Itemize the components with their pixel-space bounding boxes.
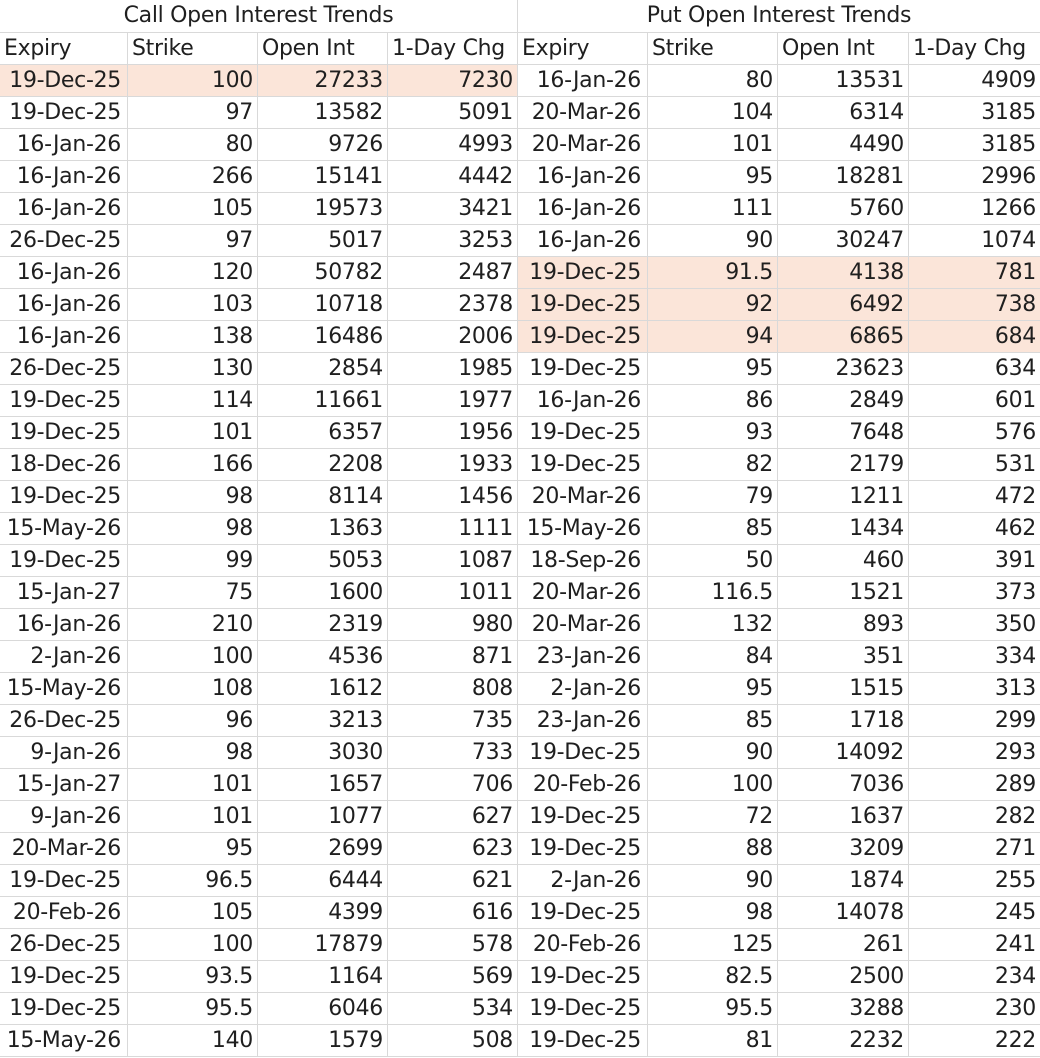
- call-open-int-cell[interactable]: 4399: [258, 897, 388, 928]
- put-open-int-cell[interactable]: 6314: [778, 97, 909, 128]
- call-expiry-cell[interactable]: 19-Dec-25: [0, 545, 128, 576]
- put-open-int-cell[interactable]: 7648: [778, 417, 909, 448]
- call-strike-cell[interactable]: 105: [128, 193, 258, 224]
- put-open-int-cell[interactable]: 351: [778, 641, 909, 672]
- call-strike-cell[interactable]: 138: [128, 321, 258, 352]
- put-open-int-cell[interactable]: 1718: [778, 705, 909, 736]
- call-expiry-cell[interactable]: 19-Dec-25: [0, 385, 128, 416]
- call-1day-chg-cell[interactable]: 733: [388, 737, 518, 768]
- header-put-expiry[interactable]: Expiry: [518, 33, 648, 64]
- put-open-int-cell[interactable]: 1211: [778, 481, 909, 512]
- call-1day-chg-cell[interactable]: 2378: [388, 289, 518, 320]
- call-open-int-cell[interactable]: 1363: [258, 513, 388, 544]
- put-1day-chg-cell[interactable]: 576: [994, 420, 1036, 445]
- header-put-strike[interactable]: Strike: [648, 33, 778, 64]
- put-strike-cell[interactable]: 81: [648, 1025, 778, 1056]
- call-1day-chg-cell[interactable]: 1011: [388, 577, 518, 608]
- put-expiry-cell[interactable]: 19-Dec-25: [518, 257, 648, 288]
- table-row: [0, 385, 1040, 417]
- put-1day-chg-cell[interactable]: 3185: [981, 100, 1036, 125]
- put-open-int-cell[interactable]: 1874: [778, 865, 909, 896]
- put-strike-cell[interactable]: 92: [648, 289, 778, 320]
- call-1day-chg-cell[interactable]: 1111: [388, 513, 518, 544]
- header-put-open-int[interactable]: Open Int: [778, 33, 909, 64]
- put-expiry-cell[interactable]: 20-Mar-26: [518, 577, 648, 608]
- call-expiry-cell[interactable]: 15-Jan-27: [0, 769, 128, 800]
- put-1day-chg-cell[interactable]: 241: [994, 932, 1036, 957]
- call-open-int-cell[interactable]: 19573: [258, 193, 388, 224]
- put-strike-cell[interactable]: 95: [648, 161, 778, 192]
- call-expiry-cell[interactable]: 18-Dec-26: [0, 449, 128, 480]
- table-body: [0, 65, 1040, 1057]
- put-open-int-cell[interactable]: 23623: [778, 353, 909, 384]
- table-row: [0, 65, 1040, 97]
- put-1day-chg-cell[interactable]: 634: [994, 356, 1036, 381]
- put-1day-chg-cell[interactable]: 350: [994, 612, 1036, 637]
- put-strike-cell[interactable]: 132: [648, 609, 778, 640]
- table-row: [0, 705, 1040, 737]
- call-open-int-cell[interactable]: 27233: [258, 65, 388, 96]
- call-open-int-cell[interactable]: 1579: [258, 1025, 388, 1056]
- call-1day-chg-cell[interactable]: 3253: [388, 225, 518, 256]
- table-row: [0, 929, 1040, 961]
- header-call-expiry[interactable]: Expiry: [0, 33, 128, 64]
- table-row: [0, 1025, 1040, 1057]
- call-open-int-cell[interactable]: 5017: [258, 225, 388, 256]
- call-strike-cell[interactable]: 114: [128, 385, 258, 416]
- put-expiry-cell[interactable]: 19-Dec-25: [518, 993, 648, 1024]
- put-1day-chg-cell[interactable]: 738: [909, 289, 1040, 320]
- put-strike-cell[interactable]: 125: [648, 929, 778, 960]
- put-open-int-cell[interactable]: 14092: [778, 737, 909, 768]
- call-1day-chg-cell[interactable]: 1985: [388, 353, 518, 384]
- put-expiry-cell[interactable]: 16-Jan-26: [518, 161, 648, 192]
- put-expiry-cell[interactable]: 19-Dec-25: [518, 321, 648, 352]
- call-strike-cell[interactable]: 140: [128, 1025, 258, 1056]
- call-strike-cell[interactable]: 100: [128, 641, 258, 672]
- call-expiry-cell[interactable]: 15-May-26: [0, 513, 128, 544]
- table-row: [0, 225, 1040, 257]
- call-expiry-cell[interactable]: 20-Feb-26: [0, 897, 128, 928]
- call-1day-chg-cell[interactable]: 980: [388, 609, 518, 640]
- put-section-title[interactable]: Put Open Interest Trends: [646, 3, 912, 28]
- put-strike-cell[interactable]: 98: [648, 897, 778, 928]
- call-expiry-cell[interactable]: 16-Jan-26: [0, 289, 128, 320]
- header-call-open-int[interactable]: Open Int: [258, 33, 388, 64]
- table-row: [0, 257, 1040, 289]
- put-1day-chg-cell[interactable]: 472: [994, 484, 1036, 509]
- header-call-strike[interactable]: Strike: [128, 33, 258, 64]
- put-expiry-cell[interactable]: 16-Jan-26: [518, 65, 648, 96]
- put-open-int-cell[interactable]: 1637: [778, 801, 909, 832]
- put-1day-chg-cell[interactable]: 2996: [981, 164, 1036, 189]
- call-strike-cell[interactable]: 96: [128, 705, 258, 736]
- put-1day-chg-cell[interactable]: 245: [994, 900, 1036, 925]
- put-strike-cell[interactable]: 80: [648, 65, 778, 96]
- call-open-int-cell[interactable]: 9726: [258, 129, 388, 160]
- put-1day-chg-cell[interactable]: 255: [994, 868, 1036, 893]
- call-strike-cell[interactable]: 95: [128, 833, 258, 864]
- table-row: [0, 97, 1040, 129]
- call-1day-chg-cell[interactable]: 5091: [388, 97, 518, 128]
- put-strike-cell[interactable]: 90: [648, 865, 778, 896]
- call-strike-cell[interactable]: 100: [128, 929, 258, 960]
- table-row: [0, 513, 1040, 545]
- call-expiry-cell[interactable]: 16-Jan-26: [0, 161, 128, 192]
- call-expiry-cell[interactable]: 16-Jan-26: [0, 129, 128, 160]
- put-strike-cell[interactable]: 90: [648, 737, 778, 768]
- call-open-int-cell[interactable]: 3030: [258, 737, 388, 768]
- call-expiry-cell[interactable]: 19-Dec-25: [0, 961, 128, 992]
- table-row: [0, 577, 1040, 609]
- put-open-int-cell[interactable]: 2179: [778, 449, 909, 480]
- put-1day-chg-cell[interactable]: 271: [994, 836, 1036, 861]
- put-strike-cell[interactable]: 85: [648, 705, 778, 736]
- call-expiry-cell[interactable]: 9-Jan-26: [0, 801, 128, 832]
- put-expiry-cell[interactable]: 23-Jan-26: [518, 641, 648, 672]
- call-open-int-cell[interactable]: 2699: [258, 833, 388, 864]
- call-1day-chg-cell[interactable]: 1087: [388, 545, 518, 576]
- put-strike-cell[interactable]: 84: [648, 641, 778, 672]
- put-expiry-cell[interactable]: 2-Jan-26: [518, 865, 648, 896]
- put-1day-chg-cell[interactable]: 1074: [981, 228, 1036, 253]
- put-1day-chg-cell[interactable]: 282: [994, 804, 1036, 829]
- put-expiry-cell[interactable]: 19-Dec-25: [518, 449, 648, 480]
- call-open-int-cell[interactable]: 1077: [258, 801, 388, 832]
- put-1day-chg-cell[interactable]: 234: [994, 964, 1036, 989]
- call-strike-cell[interactable]: 98: [128, 737, 258, 768]
- put-1day-chg-cell[interactable]: 391: [994, 548, 1036, 573]
- call-open-int-cell[interactable]: 8114: [258, 481, 388, 512]
- table-row: [0, 129, 1040, 161]
- put-open-int-cell[interactable]: 2500: [778, 961, 909, 992]
- put-open-int-cell[interactable]: 4138: [778, 257, 909, 288]
- call-open-int-cell[interactable]: 2854: [258, 353, 388, 384]
- put-1day-chg-cell[interactable]: 3185: [981, 132, 1036, 157]
- call-1day-chg-cell[interactable]: 808: [388, 673, 518, 704]
- call-open-int-cell[interactable]: 13582: [258, 97, 388, 128]
- put-open-int-cell[interactable]: 3209: [778, 833, 909, 864]
- put-expiry-cell[interactable]: 20-Feb-26: [518, 929, 648, 960]
- call-1day-chg-cell[interactable]: 1977: [388, 385, 518, 416]
- call-open-int-cell[interactable]: 2208: [258, 449, 388, 480]
- put-expiry-cell[interactable]: 20-Mar-26: [518, 609, 648, 640]
- put-expiry-cell[interactable]: 16-Jan-26: [518, 385, 648, 416]
- call-expiry-cell[interactable]: 16-Jan-26: [0, 321, 128, 352]
- table-row: [0, 417, 1040, 449]
- call-1day-chg-cell[interactable]: 623: [388, 833, 518, 864]
- put-expiry-cell[interactable]: 2-Jan-26: [518, 673, 648, 704]
- call-1day-chg-cell[interactable]: 569: [388, 961, 518, 992]
- call-section-title[interactable]: Call Open Interest Trends: [0, 0, 518, 32]
- put-1day-chg-cell[interactable]: 1266: [981, 196, 1036, 221]
- call-1day-chg-cell[interactable]: 627: [388, 801, 518, 832]
- put-strike-cell[interactable]: 94: [648, 321, 778, 352]
- call-1day-chg-cell[interactable]: 4993: [388, 129, 518, 160]
- put-open-int-cell[interactable]: 30247: [778, 225, 909, 256]
- table-row: [0, 545, 1040, 577]
- put-1day-chg-cell[interactable]: 230: [994, 996, 1036, 1021]
- put-open-int-cell[interactable]: 3288: [778, 993, 909, 1024]
- call-open-int-cell[interactable]: 15141: [258, 161, 388, 192]
- put-1day-chg-cell[interactable]: 462: [994, 516, 1036, 541]
- put-open-int-cell[interactable]: 2232: [778, 1025, 909, 1056]
- title-row: [0, 0, 1040, 33]
- call-strike-cell[interactable]: 101: [128, 417, 258, 448]
- call-1day-chg-cell[interactable]: 616: [388, 897, 518, 928]
- put-strike-cell[interactable]: 79: [648, 481, 778, 512]
- put-strike-cell[interactable]: 88: [648, 833, 778, 864]
- header-put-1day-chg[interactable]: 1-Day Chg: [913, 36, 1026, 61]
- put-expiry-cell[interactable]: 19-Dec-25: [518, 737, 648, 768]
- table-row: [0, 353, 1040, 385]
- put-open-int-cell[interactable]: 6865: [778, 321, 909, 352]
- call-1day-chg-cell[interactable]: 1956: [388, 417, 518, 448]
- call-expiry-cell[interactable]: 16-Jan-26: [0, 609, 128, 640]
- put-1day-chg-cell[interactable]: 373: [994, 580, 1036, 605]
- put-strike-cell[interactable]: 82: [648, 449, 778, 480]
- put-1day-chg-cell[interactable]: 684: [909, 321, 1040, 352]
- call-expiry-cell[interactable]: 15-Jan-27: [0, 577, 128, 608]
- call-strike-cell[interactable]: 99: [128, 545, 258, 576]
- table-row: [0, 961, 1040, 993]
- call-open-int-cell[interactable]: 3213: [258, 705, 388, 736]
- call-open-int-cell[interactable]: 6444: [258, 865, 388, 896]
- call-open-int-cell[interactable]: 1612: [258, 673, 388, 704]
- put-strike-cell[interactable]: 111: [648, 193, 778, 224]
- call-1day-chg-cell[interactable]: 621: [388, 865, 518, 896]
- header-call-1day-chg[interactable]: 1-Day Chg: [388, 33, 518, 64]
- put-1day-chg-cell[interactable]: 531: [994, 452, 1036, 477]
- call-expiry-cell[interactable]: 26-Dec-25: [0, 353, 128, 384]
- table-row: [0, 641, 1040, 673]
- call-1day-chg-cell[interactable]: 735: [388, 705, 518, 736]
- call-strike-cell[interactable]: 97: [128, 97, 258, 128]
- call-1day-chg-cell[interactable]: 4442: [388, 161, 518, 192]
- put-expiry-cell[interactable]: 20-Feb-26: [518, 769, 648, 800]
- call-strike-cell[interactable]: 166: [128, 449, 258, 480]
- call-open-int-cell[interactable]: 17879: [258, 929, 388, 960]
- table-row: [0, 673, 1040, 705]
- call-expiry-cell[interactable]: 20-Mar-26: [0, 833, 128, 864]
- put-1day-chg-cell[interactable]: 222: [994, 1028, 1036, 1053]
- put-strike-cell[interactable]: 101: [648, 129, 778, 160]
- put-strike-cell[interactable]: 93: [648, 417, 778, 448]
- put-expiry-cell[interactable]: 19-Dec-25: [518, 1025, 648, 1056]
- call-open-int-cell[interactable]: 1164: [258, 961, 388, 992]
- put-1day-chg-cell[interactable]: 299: [994, 708, 1036, 733]
- put-open-int-cell[interactable]: 1434: [778, 513, 909, 544]
- put-strike-cell[interactable]: 95: [648, 673, 778, 704]
- put-expiry-cell[interactable]: 19-Dec-25: [518, 961, 648, 992]
- put-1day-chg-cell[interactable]: 313: [994, 676, 1036, 701]
- call-expiry-cell[interactable]: 19-Dec-25: [0, 417, 128, 448]
- put-expiry-cell[interactable]: 19-Dec-25: [518, 897, 648, 928]
- table-row: [0, 449, 1040, 481]
- put-1day-chg-cell[interactable]: 293: [994, 740, 1036, 765]
- call-open-int-cell[interactable]: 10718: [258, 289, 388, 320]
- call-open-int-cell[interactable]: 50782: [258, 257, 388, 288]
- table-row: [0, 737, 1040, 769]
- put-strike-cell[interactable]: 85: [648, 513, 778, 544]
- call-open-int-cell[interactable]: 4536: [258, 641, 388, 672]
- call-strike-cell[interactable]: 130: [128, 353, 258, 384]
- call-expiry-cell[interactable]: 19-Dec-25: [0, 97, 128, 128]
- call-expiry-cell[interactable]: 2-Jan-26: [0, 641, 128, 672]
- call-1day-chg-cell[interactable]: 2487: [388, 257, 518, 288]
- call-1day-chg-cell[interactable]: 508: [388, 1025, 518, 1056]
- header-row: [0, 33, 1040, 65]
- put-open-int-cell[interactable]: 4490: [778, 129, 909, 160]
- call-strike-cell[interactable]: 98: [128, 481, 258, 512]
- call-open-int-cell[interactable]: 5053: [258, 545, 388, 576]
- table-row: [0, 321, 1040, 353]
- call-open-int-cell[interactable]: 1657: [258, 769, 388, 800]
- put-open-int-cell[interactable]: 6492: [778, 289, 909, 320]
- put-expiry-cell[interactable]: 19-Dec-25: [518, 417, 648, 448]
- put-strike-cell[interactable]: 72: [648, 801, 778, 832]
- call-open-int-cell[interactable]: 11661: [258, 385, 388, 416]
- call-strike-cell[interactable]: 105: [128, 897, 258, 928]
- call-expiry-cell[interactable]: 19-Dec-25: [0, 481, 128, 512]
- table-row: [0, 993, 1040, 1025]
- put-expiry-cell[interactable]: 20-Mar-26: [518, 481, 648, 512]
- call-expiry-cell[interactable]: 15-May-26: [0, 1025, 128, 1056]
- call-1day-chg-cell[interactable]: 534: [388, 993, 518, 1024]
- call-open-int-cell[interactable]: 1600: [258, 577, 388, 608]
- call-strike-cell[interactable]: 100: [128, 65, 258, 96]
- put-open-int-cell[interactable]: 18281: [778, 161, 909, 192]
- table-row: [0, 289, 1040, 321]
- call-open-int-cell[interactable]: 2319: [258, 609, 388, 640]
- put-expiry-cell[interactable]: 20-Mar-26: [518, 129, 648, 160]
- table-row: [0, 193, 1040, 225]
- put-open-int-cell[interactable]: 1521: [778, 577, 909, 608]
- put-strike-cell[interactable]: 82.5: [648, 961, 778, 992]
- put-open-int-cell[interactable]: 893: [778, 609, 909, 640]
- table-row: [0, 833, 1040, 865]
- put-expiry-cell[interactable]: 15-May-26: [518, 513, 648, 544]
- call-strike-cell[interactable]: 101: [128, 769, 258, 800]
- call-1day-chg-cell[interactable]: 2006: [388, 321, 518, 352]
- table-row: [0, 609, 1040, 641]
- call-expiry-cell[interactable]: 19-Dec-25: [0, 865, 128, 896]
- put-expiry-cell[interactable]: 18-Sep-26: [518, 545, 648, 576]
- put-strike-cell[interactable]: 86: [648, 385, 778, 416]
- put-1day-chg-cell[interactable]: 601: [994, 388, 1036, 413]
- table-row: [0, 481, 1040, 513]
- put-strike-cell[interactable]: 91.5: [648, 257, 778, 288]
- put-strike-cell[interactable]: 104: [648, 97, 778, 128]
- call-strike-cell[interactable]: 120: [128, 257, 258, 288]
- put-strike-cell[interactable]: 50: [648, 545, 778, 576]
- put-1day-chg-cell[interactable]: 334: [994, 644, 1036, 669]
- call-expiry-cell[interactable]: 19-Dec-25: [0, 65, 128, 96]
- call-strike-cell[interactable]: 98: [128, 513, 258, 544]
- put-open-int-cell[interactable]: 2849: [778, 385, 909, 416]
- call-strike-cell[interactable]: 75: [128, 577, 258, 608]
- call-strike-cell[interactable]: 96.5: [128, 865, 258, 896]
- call-strike-cell[interactable]: 101: [128, 801, 258, 832]
- put-open-int-cell[interactable]: 1515: [778, 673, 909, 704]
- table-row: [0, 769, 1040, 801]
- put-expiry-cell[interactable]: 19-Dec-25: [518, 801, 648, 832]
- call-strike-cell[interactable]: 103: [128, 289, 258, 320]
- call-strike-cell[interactable]: 93.5: [128, 961, 258, 992]
- put-open-int-cell[interactable]: 14078: [778, 897, 909, 928]
- call-open-int-cell[interactable]: 6357: [258, 417, 388, 448]
- call-strike-cell[interactable]: 210: [128, 609, 258, 640]
- put-open-int-cell[interactable]: 7036: [778, 769, 909, 800]
- put-expiry-cell[interactable]: 16-Jan-26: [518, 225, 648, 256]
- put-1day-chg-cell[interactable]: 289: [994, 772, 1036, 797]
- put-expiry-cell[interactable]: 19-Dec-25: [518, 833, 648, 864]
- call-strike-cell[interactable]: 80: [128, 129, 258, 160]
- put-open-int-cell[interactable]: 460: [778, 545, 909, 576]
- put-expiry-cell[interactable]: 19-Dec-25: [518, 353, 648, 384]
- call-expiry-cell[interactable]: 9-Jan-26: [0, 737, 128, 768]
- put-open-int-cell[interactable]: 13531: [778, 65, 909, 96]
- table-row: [0, 865, 1040, 897]
- put-1day-chg-cell[interactable]: 781: [909, 257, 1040, 288]
- call-1day-chg-cell[interactable]: 578: [388, 929, 518, 960]
- put-strike-cell[interactable]: 100: [648, 769, 778, 800]
- call-strike-cell[interactable]: 266: [128, 161, 258, 192]
- table-row: [0, 801, 1040, 833]
- table-row: [0, 161, 1040, 193]
- call-expiry-cell[interactable]: 26-Dec-25: [0, 705, 128, 736]
- put-strike-cell[interactable]: 95.5: [648, 993, 778, 1024]
- call-expiry-cell[interactable]: 26-Dec-25: [0, 225, 128, 256]
- put-strike-cell[interactable]: 90: [648, 225, 778, 256]
- call-strike-cell[interactable]: 95.5: [128, 993, 258, 1024]
- put-expiry-cell[interactable]: 19-Dec-25: [518, 289, 648, 320]
- call-1day-chg-cell[interactable]: 1456: [388, 481, 518, 512]
- put-expiry-cell[interactable]: 16-Jan-26: [518, 193, 648, 224]
- call-open-int-cell[interactable]: 16486: [258, 321, 388, 352]
- call-1day-chg-cell[interactable]: 7230: [388, 65, 518, 96]
- call-expiry-cell[interactable]: 19-Dec-25: [0, 993, 128, 1024]
- call-1day-chg-cell[interactable]: 1933: [388, 449, 518, 480]
- call-strike-cell[interactable]: 97: [128, 225, 258, 256]
- call-1day-chg-cell[interactable]: 871: [388, 641, 518, 672]
- put-expiry-cell[interactable]: 23-Jan-26: [518, 705, 648, 736]
- put-open-int-cell[interactable]: 5760: [778, 193, 909, 224]
- table-row: [0, 897, 1040, 929]
- put-1day-chg-cell[interactable]: 4909: [981, 68, 1036, 93]
- call-expiry-cell[interactable]: 26-Dec-25: [0, 929, 128, 960]
- call-expiry-cell[interactable]: 16-Jan-26: [0, 257, 128, 288]
- call-expiry-cell[interactable]: 16-Jan-26: [0, 193, 128, 224]
- put-expiry-cell[interactable]: 20-Mar-26: [518, 97, 648, 128]
- call-strike-cell[interactable]: 108: [128, 673, 258, 704]
- put-strike-cell[interactable]: 116.5: [648, 577, 778, 608]
- call-expiry-cell[interactable]: 15-May-26: [0, 673, 128, 704]
- put-open-int-cell[interactable]: 261: [778, 929, 909, 960]
- put-strike-cell[interactable]: 95: [648, 353, 778, 384]
- call-open-int-cell[interactable]: 6046: [258, 993, 388, 1024]
- call-1day-chg-cell[interactable]: 706: [388, 769, 518, 800]
- call-1day-chg-cell[interactable]: 3421: [388, 193, 518, 224]
